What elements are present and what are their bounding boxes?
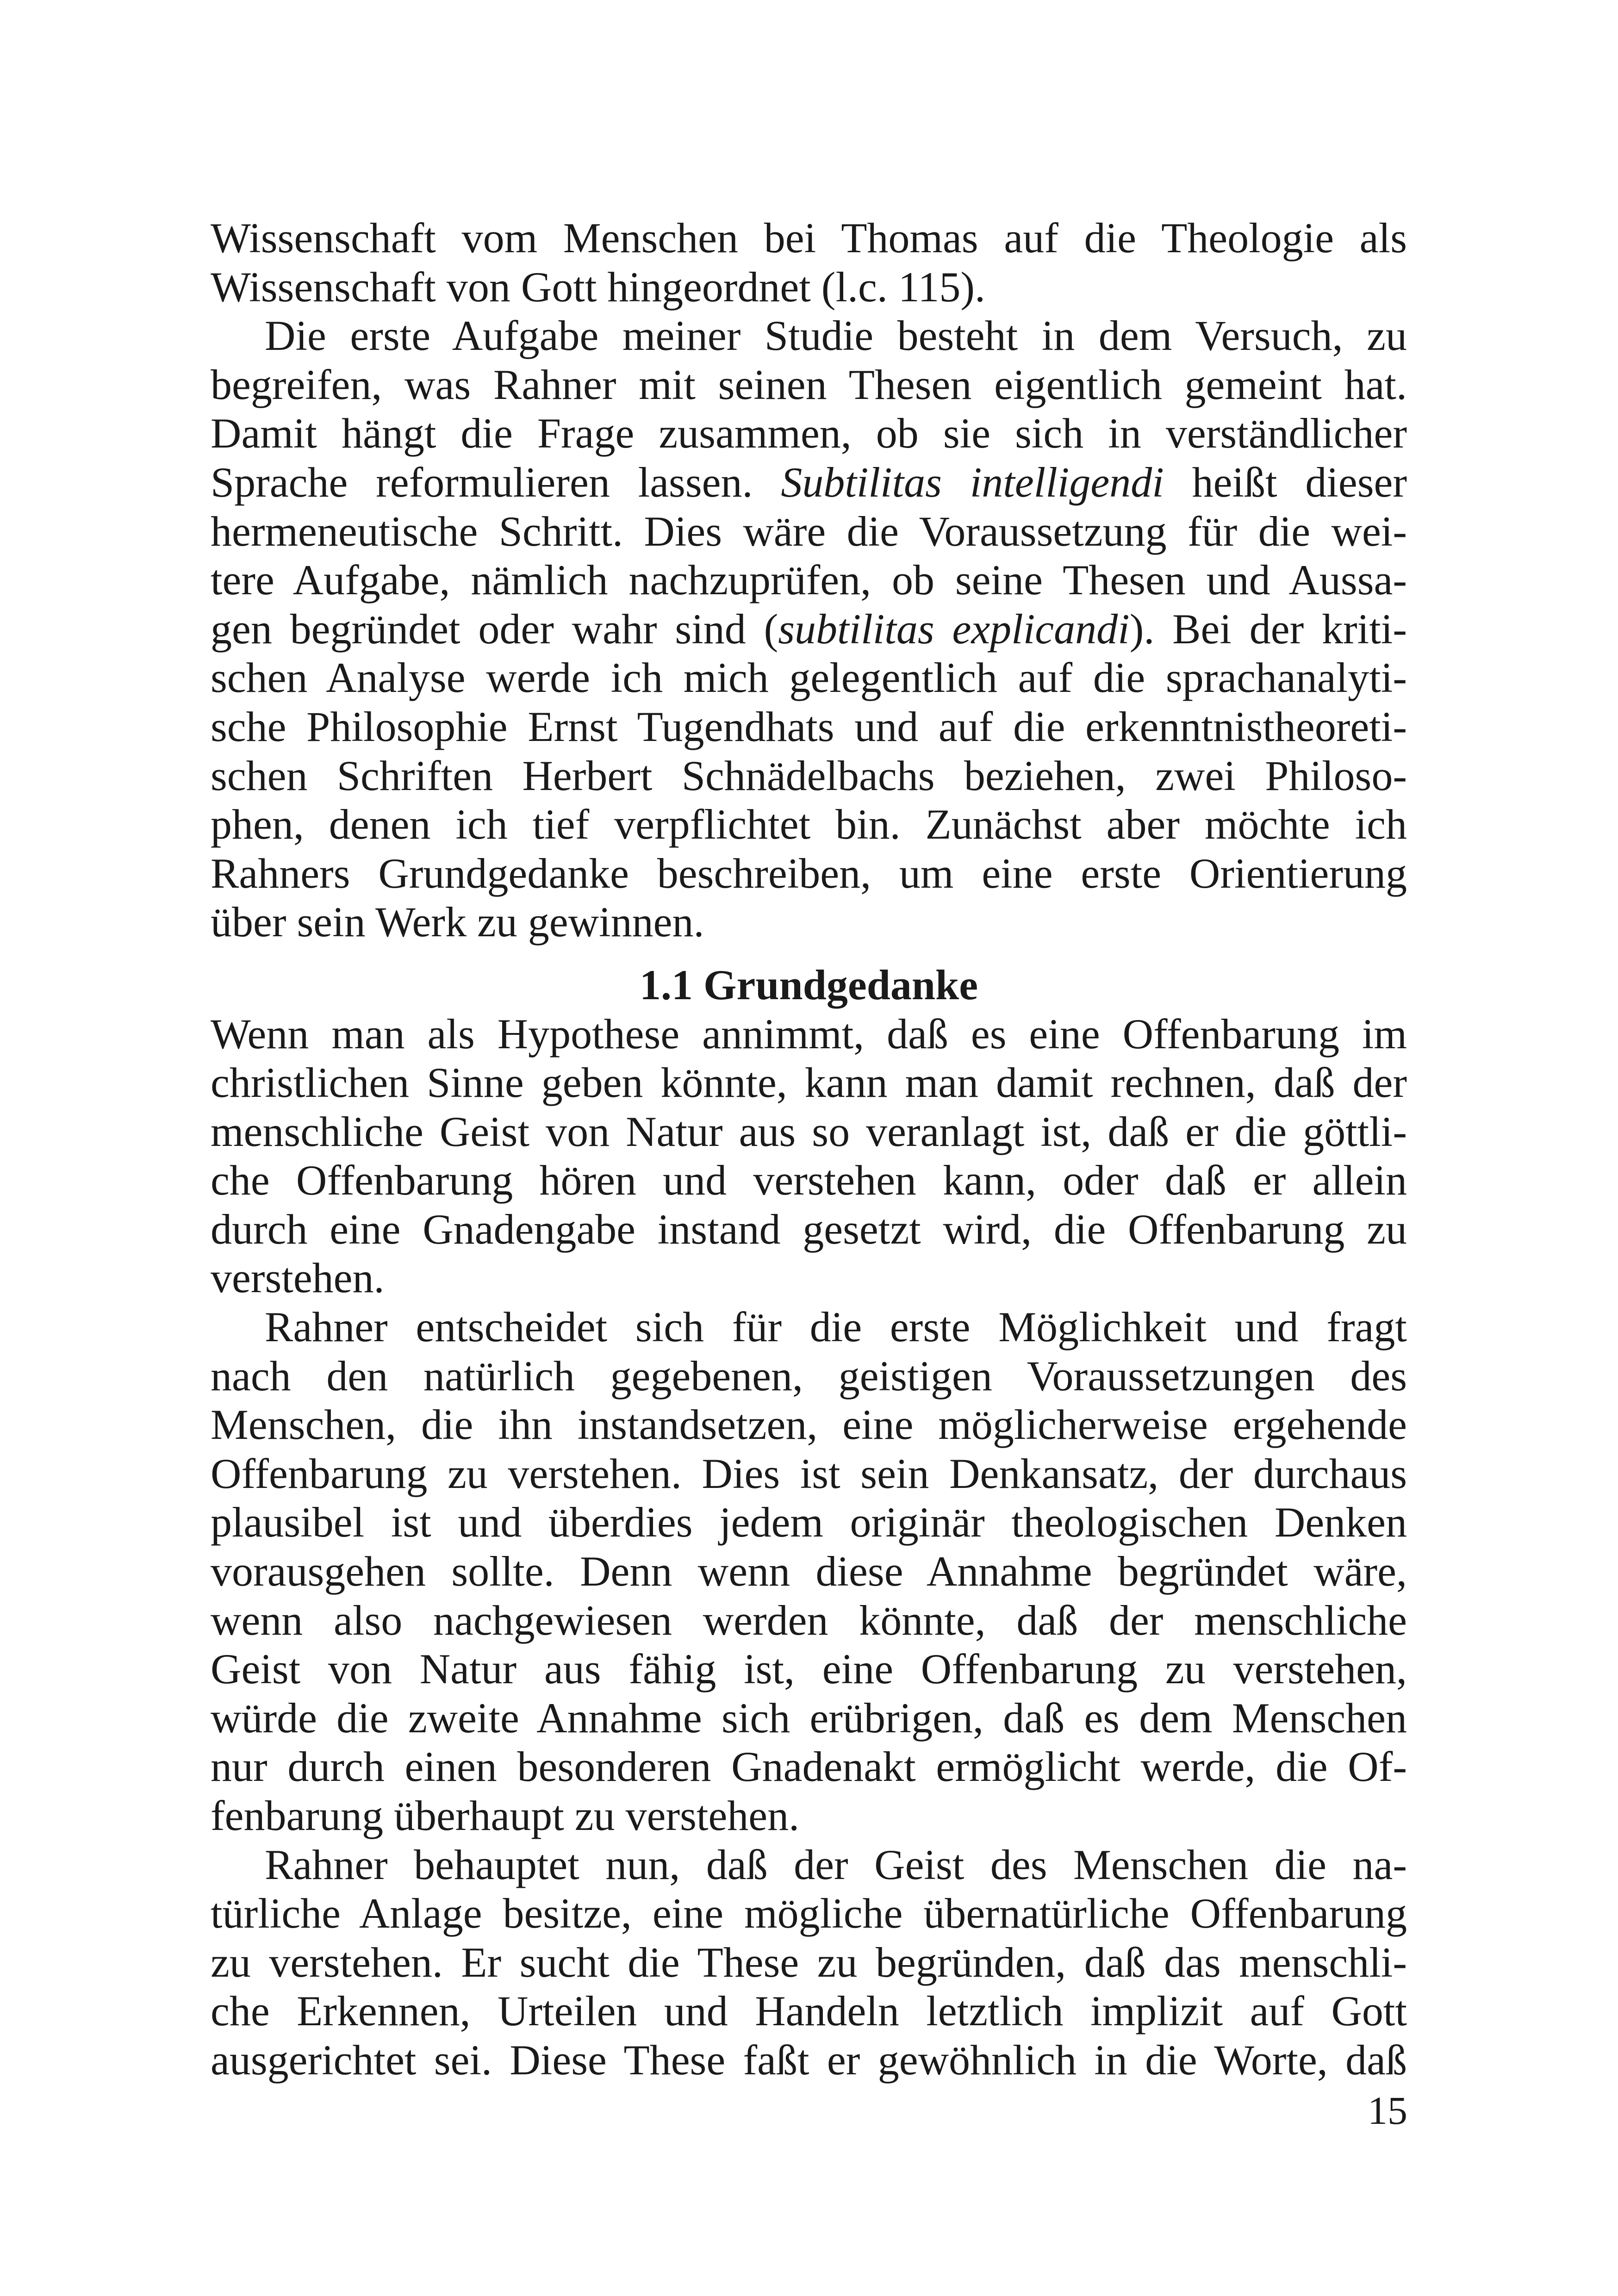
- paragraph-task: [211, 311, 1407, 947]
- text-line: Rahner entscheidet sich für die erste Möglichkeit und fragt: [265, 1303, 1407, 1351]
- text-line: Wenn man als Hypothese annimmt, daß es eine Offenbarung im: [211, 1010, 1407, 1058]
- text-segment: Sprache reformulieren lassen.: [211, 458, 753, 506]
- text-line: verstehen.: [211, 1254, 385, 1302]
- page-body: [211, 214, 1407, 2085]
- text-line: Rahners Grundgedanke beschreiben, um eine erste Orientierung: [211, 849, 1407, 897]
- text-line: tere Aufgabe, nämlich nachzuprüfen, ob seine Thesen und Aussa-: [211, 556, 1407, 604]
- text-line: Die erste Aufgabe meiner Studie besteht in dem Versuch, zu: [265, 312, 1407, 360]
- paragraph-thesis: [211, 1841, 1407, 2085]
- text-line: Menschen, die ihn instandsetzen, eine möglicherweise ergehende: [211, 1401, 1407, 1449]
- text-line: über sein Werk zu gewinnen.: [211, 898, 704, 946]
- text-segment: heißt dieser: [1192, 458, 1407, 506]
- text-line: begreifen, was Rahner mit seinen Thesen eigentlich gemeint hat.: [211, 361, 1407, 408]
- text-segment: gen begründet oder wahr sind (: [211, 605, 778, 653]
- paragraph-decision: [211, 1303, 1407, 1841]
- text-line: zu verstehen. Er sucht die These zu begründen, daß das menschli-: [211, 1938, 1407, 1986]
- text-line: Rahner behauptet nun, daß der Geist des Menschen die na-: [265, 1841, 1407, 1888]
- text-line: schen Schriften Herbert Schnädelbachs beziehen, zwei Philoso-: [211, 752, 1407, 799]
- text-line: hermeneutische Schritt. Dies wäre die Voraussetzung für die wei-: [211, 507, 1407, 555]
- text-line: ausgerichtet sei. Diese These faßt er gewöhnlich in die Worte, daß: [211, 2036, 1407, 2084]
- paragraph-continuation: [211, 214, 1407, 311]
- italic-term: Subtilitas intelligendi: [781, 458, 1164, 506]
- text-line: Geist von Natur aus fähig ist, eine Offenbarung zu verstehen,: [211, 1645, 1407, 1693]
- text-line: che Offenbarung hören und verstehen kann, oder daß er allein: [211, 1157, 1407, 1204]
- text-line: schen Analyse werde ich mich gelegentlich auf die sprachanalyti-: [211, 654, 1407, 702]
- text-segment: ). Bei der kriti-: [1129, 605, 1407, 653]
- text-line: nur durch einen besonderen Gnadenakt ermöglicht werde, die Of-: [211, 1743, 1407, 1791]
- text-line: fenbarung überhaupt zu verstehen.: [211, 1792, 800, 1839]
- text-line: vorausgehen sollte. Denn wenn diese Annahme begründet wäre,: [211, 1548, 1407, 1595]
- text-line: menschliche Geist von Natur aus so veranlagt ist, daß er die göttli-: [211, 1108, 1407, 1155]
- text-line: sche Philosophie Ernst Tugendhats und auf die erkenntnistheoreti-: [211, 703, 1407, 750]
- text-line: wenn also nachgewiesen werden könnte, daß der menschliche: [211, 1596, 1407, 1644]
- text-line: durch eine Gnadengabe instand gesetzt wird, die Offenbarung zu: [211, 1205, 1407, 1253]
- text-line: plausibel ist und überdies jedem originär theologischen Denken: [211, 1499, 1407, 1546]
- text-line: Wissenschaft vom Menschen bei Thomas auf die Theologie als: [211, 214, 1407, 261]
- page-number: 15: [1368, 2088, 1407, 2133]
- paragraph-hypothesis: [211, 1010, 1407, 1303]
- text-line: Wissenschaft von Gott hingeordnet (l.c. 115).: [211, 263, 986, 311]
- section-heading: 1.1 Grundgedanke: [639, 961, 978, 1008]
- italic-term: subtilitas explicandi: [778, 605, 1130, 653]
- text-line: Damit hängt die Frage zusammen, ob sie sich in verständlicher: [211, 410, 1407, 457]
- text-line: würde die zweite Annahme sich erübrigen, daß es dem Menschen: [211, 1694, 1407, 1742]
- text-line: [211, 605, 1407, 654]
- text-line: che Erkennen, Urteilen und Handeln letztlich implizit auf Gott: [211, 1987, 1407, 2035]
- text-line: phen, denen ich tief verpflichtet bin. Zunächst aber möchte ich: [211, 801, 1407, 848]
- text-line: Offenbarung zu verstehen. Dies ist sein Denkansatz, der durchaus: [211, 1450, 1407, 1497]
- text-line: nach den natürlich gegebenen, geistigen Voraussetzungen des: [211, 1352, 1407, 1400]
- text-line: türliche Anlage besitze, eine mögliche übernatürliche Offenbarung: [211, 1890, 1407, 1937]
- text-line: christlichen Sinne geben könnte, kann man damit rechnen, daß der: [211, 1059, 1407, 1107]
- text-line: [211, 458, 1407, 507]
